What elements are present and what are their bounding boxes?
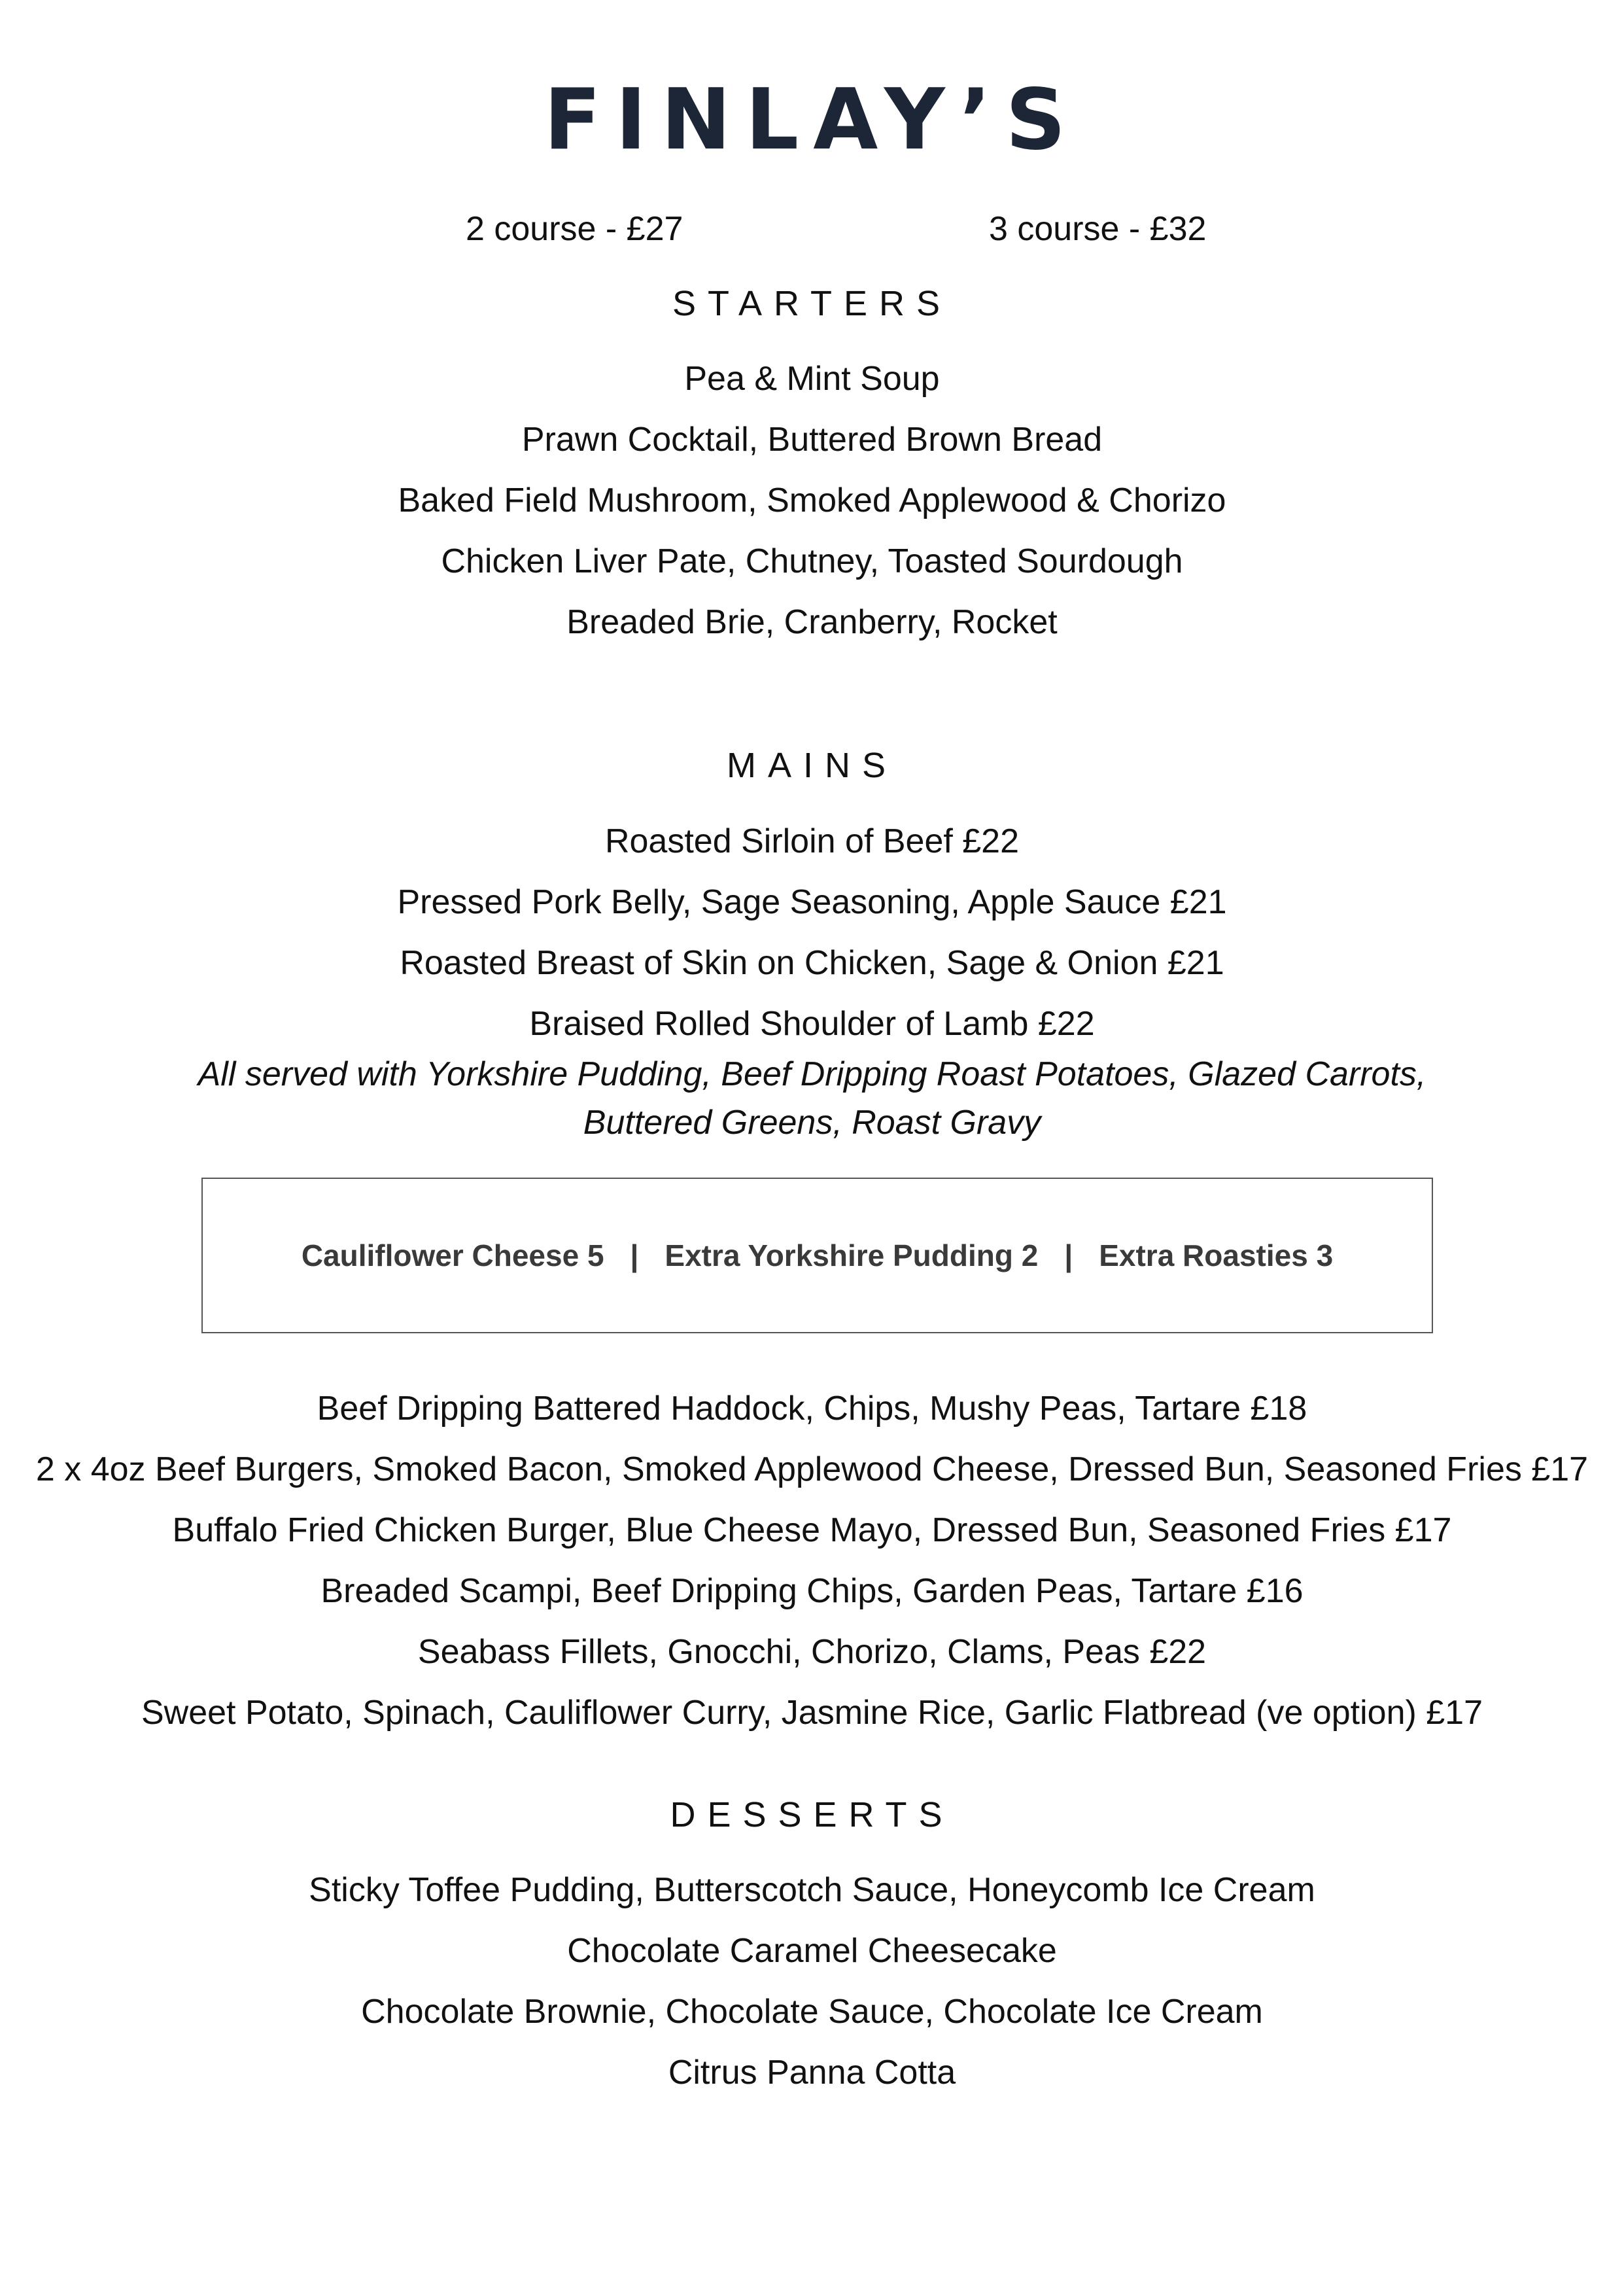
menu-item: Citrus Panna Cotta [668,2054,956,2092]
menu-item: Pea & Mint Soup [684,360,940,398]
desserts-list [0,1860,1624,2103]
two-course-price: 2 course - £27 [466,210,683,248]
note-line: Buttered Greens, Roast Gravy [583,1104,1041,1142]
menu-item: Sticky Toffee Pudding, Butterscotch Sauce, Honeycomb Ice Cream [309,1871,1315,1909]
starters-heading: STARTERS [672,284,952,323]
menu-item: Sweet Potato, Spinach, Cauliflower Curry, Jasmine Rice, Garlic Flatbread (ve option) £17 [141,1694,1483,1732]
menu-item: Seabass Fillets, Gnocchi, Chorizo, Clams, Peas £22 [417,1633,1207,1671]
menu-item: Chocolate Brownie, Chocolate Sauce, Chocolate Ice Cream [361,1993,1263,2031]
mains-other-list [0,1378,1624,1743]
extra-item: Extra Yorkshire Pudding 2 [665,1238,1039,1272]
note-line: All served with Yorkshire Pudding, Beef Dripping Roast Potatoes, Glazed Carrots, [198,1055,1426,1093]
extra-item: Cauliflower Cheese 5 [301,1238,604,1272]
menu-item: Beef Dripping Battered Haddock, Chips, Mushy Peas, Tartare £18 [317,1390,1307,1428]
mains-heading: MAINS [726,746,898,785]
menu-item: Buffalo Fried Chicken Burger, Blue Cheese Mayo, Dressed Bun, Seasoned Fries £17 [172,1511,1452,1549]
roast-accompaniments-note [0,1050,1624,1147]
menu-item: Breaded Scampi, Beef Dripping Chips, Garden Peas, Tartare £16 [320,1572,1304,1610]
menu-item: Prawn Cocktail, Buttered Brown Bread [521,421,1103,459]
menu-item: Roasted Breast of Skin on Chicken, Sage & Onion £21 [400,944,1224,982]
desserts-heading: DESSERTS [670,1795,954,1834]
extra-item: Extra Roasties 3 [1099,1238,1334,1272]
restaurant-logo: FINLAY’S [544,71,1080,169]
menu-item: Roasted Sirloin of Beef £22 [604,822,1020,860]
mains-roasts-list [0,811,1624,1055]
extras-separator: | [1064,1238,1073,1272]
menu-item: Braised Rolled Shoulder of Lamb £22 [529,1005,1095,1043]
three-course-price: 3 course - £32 [989,210,1207,248]
menu-item: Pressed Pork Belly, Sage Seasoning, Apple Sauce £21 [397,883,1227,921]
menu-item: 2 x 4oz Beef Burgers, Smoked Bacon, Smoked Applewood Cheese, Dressed Bun, Seasoned Fries £17 [35,1450,1589,1488]
menu-item: Breaded Brie, Cranberry, Rocket [566,603,1058,641]
extras-separator: | [630,1238,639,1272]
extras-box [201,1178,1433,1333]
starters-list [0,349,1624,653]
menu-item: Baked Field Mushroom, Smoked Applewood & Chorizo [398,482,1226,519]
menu-item: Chicken Liver Pate, Chutney, Toasted Sourdough [441,542,1183,580]
menu-item: Chocolate Caramel Cheesecake [567,1932,1057,1970]
